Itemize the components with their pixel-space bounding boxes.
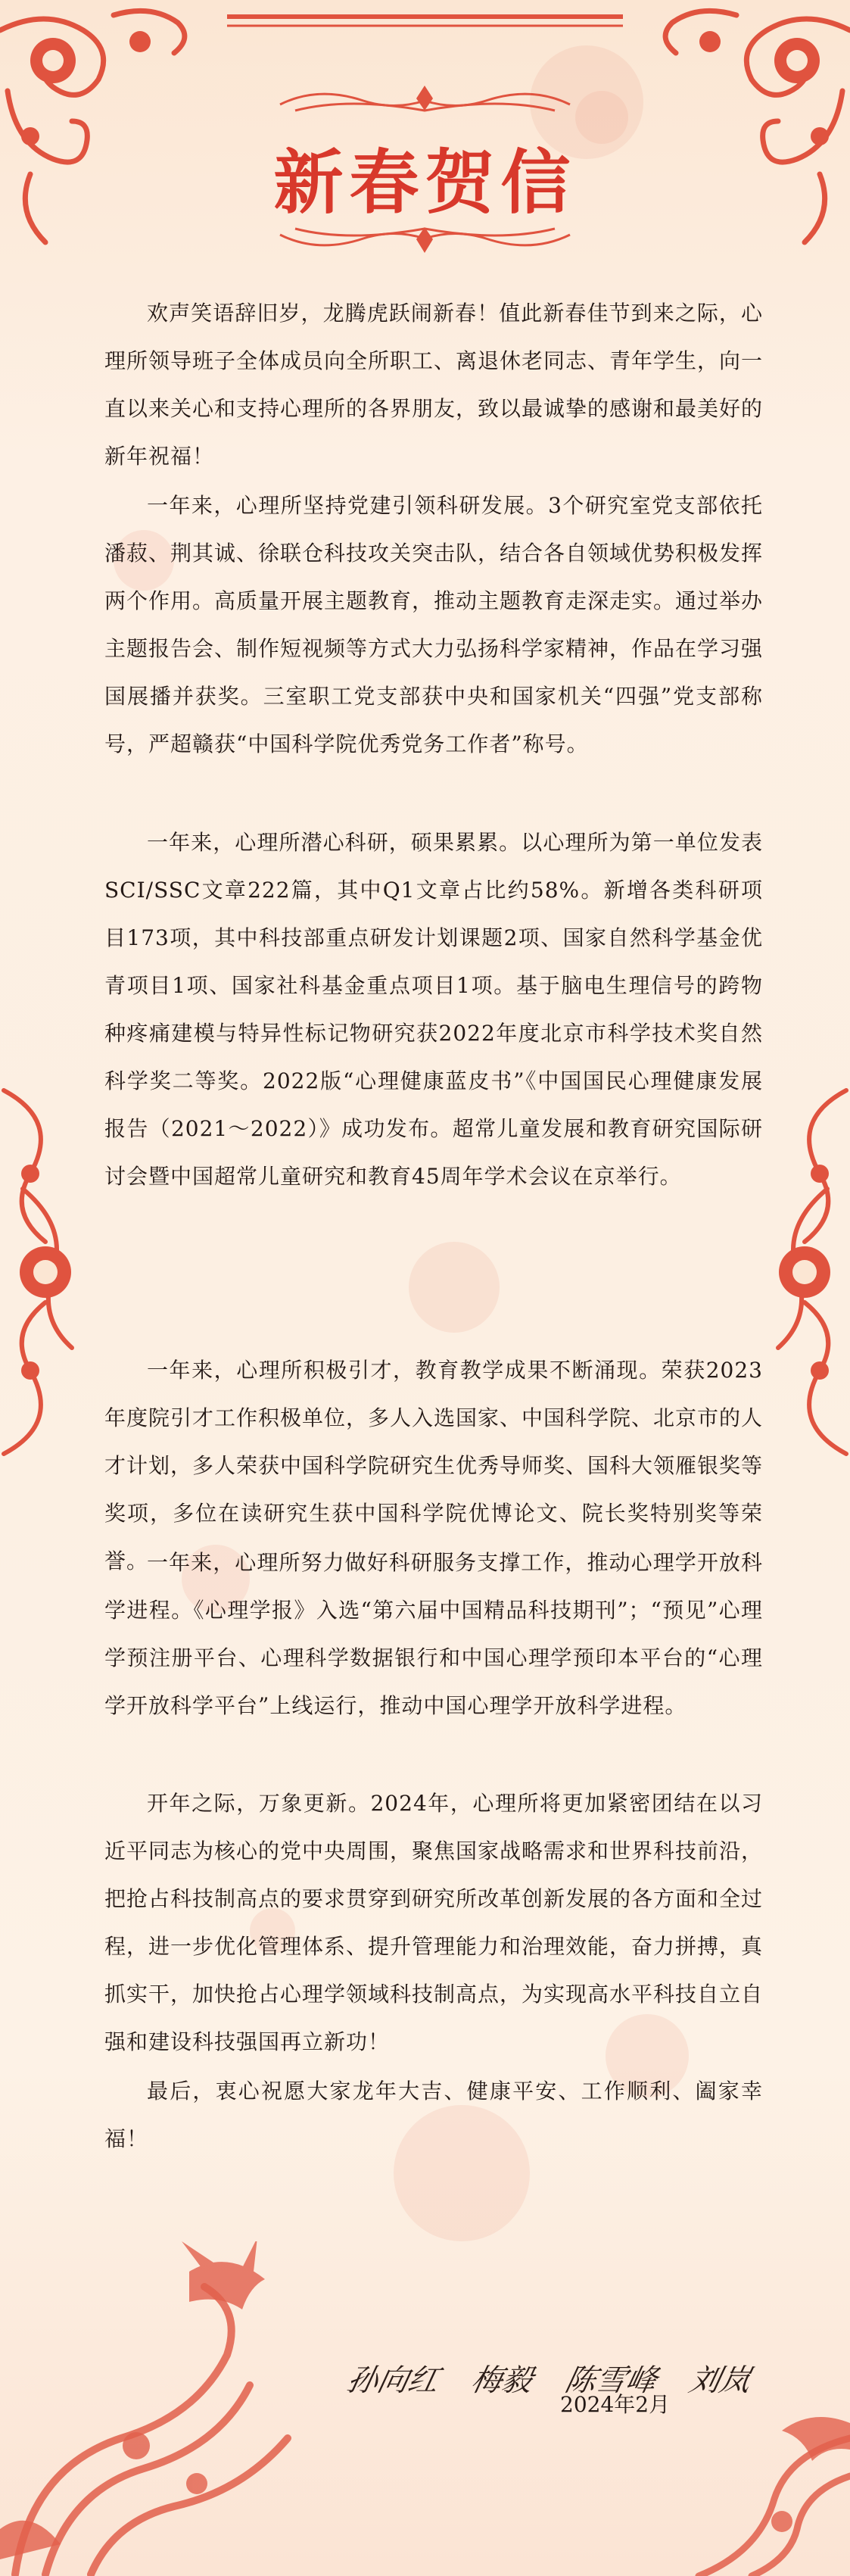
letter-paragraph: 欢声笑语辞旧岁，龙腾虎跃闹新春！值此新春佳节到来之际，心理所领导班子全体成员向全所职工、离退休老同志、青年学生，向一直以来关心和支持心理所的各界朋友，致以最诚挚的感谢和最美好的新年祝福！	[104, 301, 764, 469]
letter-paragraph: 一年来，心理所努力做好科研服务支撑工作，推动心理学开放科学进程。《心理学报》入选“第六届中国精品科技期刊”；“预见”心理学预注册平台、心理科学数据银行和中国心理学预印本平台的“心理学开放科学平台”上线运行，推动中国心理学开放科学进程。	[104, 1550, 763, 1718]
letter-paragraph: 开年之际，万象更新。2024年，心理所将更加紧密团结在以习近平同志为核心的党中央周围，聚焦国家战略需求和世界科技前沿，把抢占科技制高点的要求贯穿到研究所改革创新发展的各方面和全过程，进一步优化管理体系、提升管理能力和治理效能，奋力拼搏，真抓实干，加快抢占心理学领域科技制高点，为实现高水平科技自立自强和建设科技强国再立新功！	[104, 1791, 764, 2054]
title-scroll-ornament	[272, 220, 578, 257]
side-floral-ornament	[0, 1075, 83, 1469]
title-scroll-ornament	[272, 82, 578, 120]
signature: 陈雪峰	[562, 2362, 661, 2398]
background-bubble	[409, 1242, 500, 1333]
top-border-ornament	[227, 11, 623, 33]
letter-paragraph: 一年来，心理所坚持党建引领科研发展。3个研究室党支部依托潘菽、荆其诚、徐联仓科技攻关突击队，结合各自领域优势积极发挥两个作用。高质量开展主题教育，推动主题教育走深走实。通过举办主题报告会、制作短视频等方式大力弘扬科学家精神，作品在学习强国展播并获奖。三室职工党支部获中央和国家机关“四强”党支部称号，严超赣获“中国科学院优秀党务工作者”称号。	[104, 493, 764, 756]
dragon-illustration	[623, 2408, 850, 2576]
signature: 刘岚	[686, 2362, 755, 2398]
letter-paragraph: 最后，衷心祝愿大家龙年大吉、健康平安、工作顺利、阖家幸福！	[104, 2079, 763, 2151]
letter-paragraph: 一年来，心理所潜心科研，硕果累累。以心理所为第一单位发表SCI/SSC文章222篇，其中Q1文章占比约58%。新增各类科研项目173项，其中科技部重点研发计划课题2项、国家自然科学基金优青项目1项、国家社科基金重点项目1项。基于脑电生理信号的跨物种疼痛建模与特异性标记物研究获2022年度北京市科学技术奖自然科学奖二等奖。2022版“心理健康蓝皮书”《中国国民心理健康发展报告（2021～2022）》成功发布。超常儿童发展和教育研究国际研讨会暨中国超常儿童研究和教育45周年学术会议在京举行。	[104, 830, 763, 1189]
side-floral-ornament	[767, 1075, 850, 1469]
letter-paragraph: 一年来，心理所积极引才，教育教学成果不断涌现。荣获2023年度院引才工作积极单位，多人入选国家、中国科学院、北京市的人才计划，多人荣获中国科学院研究生优秀导师奖、国科大领雁银奖等奖项，多位在读研究生获中国科学院优博论文、院长奖特别奖等荣誉。	[104, 1358, 764, 1573]
signature: 孙向红	[344, 2362, 443, 2398]
signature: 梅毅	[468, 2362, 537, 2398]
letter-title: 新春贺信	[273, 142, 577, 223]
letter-date: 2024年2月	[560, 2392, 671, 2417]
dragon-illustration	[0, 2241, 318, 2576]
